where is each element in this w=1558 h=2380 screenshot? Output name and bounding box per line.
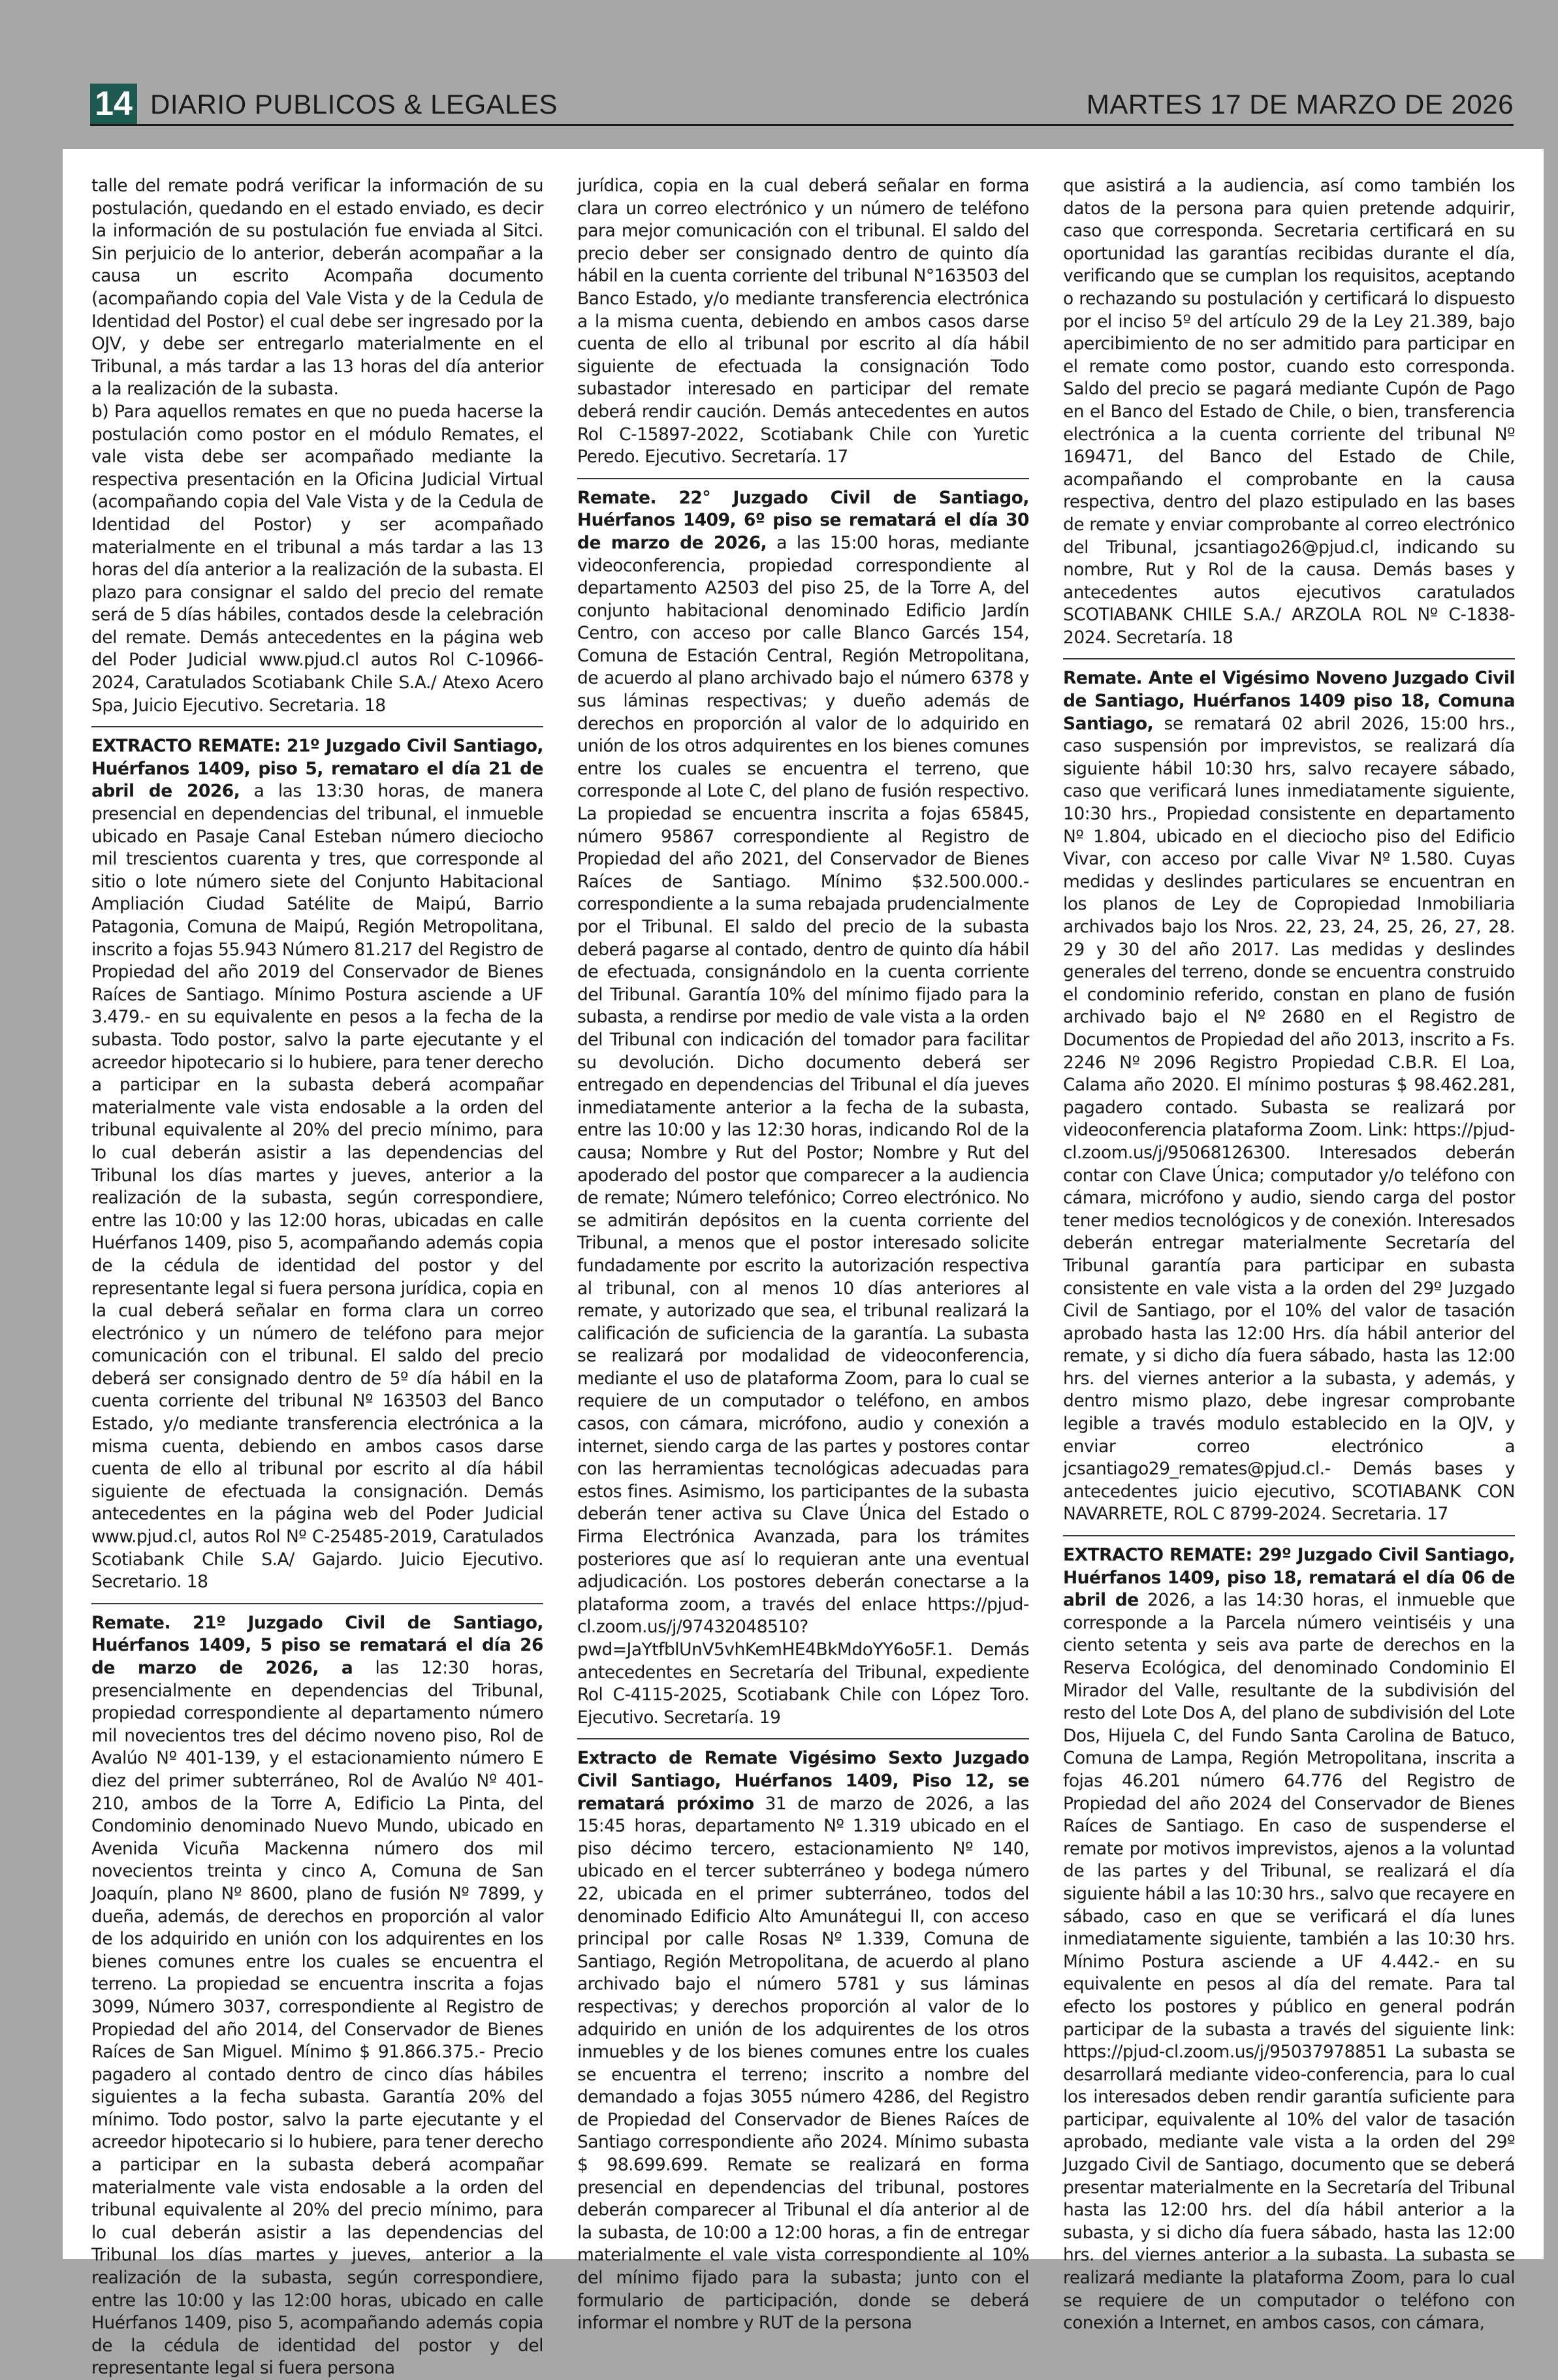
notice-divider xyxy=(1063,1535,1515,1536)
notice-divider xyxy=(91,726,543,727)
notice-heading: Extracto de Remate Vigésimo Sexto Juzgado Civil Santiago, Huérfanos 1409, Piso 12, se rematará próximo xyxy=(577,1748,1029,1814)
notice-divider xyxy=(577,1738,1029,1739)
notice-heading: EXTRACTO REMATE: 21º Juzgado Civil Santiago, Huérfanos 1409, piso 5, remataro el día 21 de abril de 2026, xyxy=(91,736,543,802)
notice-text: jurídica, copia en la cual deberá señalar en forma clara un correo electrónico y un número de teléfono para mejor comunicación con el tribunal. El saldo del precio deber ser consignado dentro de quinto día hábil en la cuenta corriente del tribunal N°163503 del Banco Estado, y/o mediante transferencia electrónica a la misma cuenta, debiendo en ambos casos darse cuenta de ello al tribunal por escrito al día hábil siguiente de efectuada la consignación Todo subastador interesado en participar del remate deberá rendir caución. Demás antecedentes en autos Rol C-15897-2022, Scotiabank Chile con Yuretic Peredo. Ejecutivo. Secretaría. 17 xyxy=(577,176,1029,468)
legal-notice xyxy=(91,175,543,717)
notice-heading: EXTRACTO REMATE: 29º Juzgado Civil Santiago, Huérfanos 1409, piso 18, rematará el día 06 de abril de xyxy=(1063,1545,1515,1611)
column-3 xyxy=(1063,175,1515,2335)
page-number: 14 xyxy=(90,84,137,124)
notice-heading: Remate. 21º Juzgado Civil de Santiago, Huérfanos 1409, 5 piso se rematará el día 26 de marzo de 2026, a xyxy=(91,1612,543,1678)
legal-notice xyxy=(91,1612,543,2380)
publication-name: DIARIO PUBLICOS & LEGALES xyxy=(150,89,558,119)
notice-divider xyxy=(1063,658,1515,659)
notice-text: las 12:30 horas, presencialmente en dependencias del Tribunal, propiedad correspondiente al departamento número mil novecientos tres del décimo noveno piso, Rol de Avalúo Nº 401-139, y el estacionamiento número E diez del primer subterráneo, Rol de Avalúo Nº 401-210, ambos de la Torre A, Edificio La Pinta, del Condominio denominado Nuevo Mundo, ubicado en Avenida Vicuña Mackenna número dos mil novecientos treinta y cinco A, Comuna de San Joaquín, plano Nº 8600, plano de fusión Nº 7899, y dueña, además, de derechos en proporción al valor de los adquirido en unión con los adquirentes en los bienes comunes entre los cuales se encuentra el terreno. La propiedad se encuentra inscrita a fojas 3099, Número 3037, correspondiente al Registro de Propiedad del año 2014, del Conservador de Bienes Raíces de San Miguel. Mínimo $ 91.866.375.- Precio pagadero al contado dentro de cinco días hábiles siguientes a la fecha subasta. Garantía 20% del mínimo. Todo postor, salvo la parte ejecutante y el acreedor hipotecario si lo hubiere, para tener derecho a participar en la subasta deberá acompañar materialmente vale vista endosable a la orden del tribunal equivalente al 20% del precio mínimo, para lo cual deberán asistir a las dependencias del Tribunal los días martes y jueves, anterior a la realización de la subasta, según correspondiere, entre las 10:00 y las 12:00 horas, ubicado en calle Huérfanos 1409, piso 5, acompañando además copia de la cédula de identidad del postor y del representante legal si fuera persona xyxy=(91,1658,544,2379)
publication-date: MARTES 17 DE MARZO DE 2026 xyxy=(1086,89,1514,119)
notice-text: se rematará 02 abril 2026, 15:00 hrs., caso suspensión por imprevistos, se realizará día siguiente hábil 10:30 hrs, salvo recayere sábado, caso que verificará lunes inmediatamente siguiente, 10:30 hrs., Propiedad consistente en departamento Nº 1.804, ubicado en el dieciocho piso del Edificio Vivar, con acceso por calle Vivar Nº 1.580. Cuyas medidas y deslindes particulares se encuentran en los planos de Ley de Copropiedad Inmobiliaria archivados bajo los Nros. 22, 23, 24, 25, 26, 27, 28. 29 y 30 del año 2017. Las medidas y deslindes generales del terreno, donde se encuentra construido el condominio referido, constan en plano de fusión archivado bajo el Nº 2680 en el Registro de Documentos de Propiedad del año 2013, inscrito a Fs. 2246 Nº 2096 Registro Propiedad C.B.R. El Loa, Calama año 2020. El mínimo posturas $ 98.462.281, pagadero contado. Subasta se realizará por videoconferencia plataforma Zoom. Link: https://pjud-cl.zoom.us/j/95068126300. Interesados deberán contar con Clave Única; computador y/o teléfono con cámara, micrófono y audio, siendo carga del postor tener medios tecnológicos y de conexión. Interesados deberán entregar materialmente Secretaría del Tribunal garantía para participar en subasta consistente en vale vista a la orden del 29º Juzgado Civil de Santiago, por el 10% del valor de tasación aprobado hasta las 12:00 Hrs. día hábil anterior del remate, y si dicho día fuera sábado, hasta las 12:00 hrs. del viernes anterior a la subasta, y además, y dentro mismo plazo, debe ingresar comprobante legible a través modulo establecido en la OJV, y enviar correo electrónico a jcsantiago29_remates@pjud.cl.- Demás bases y antecedentes juicio ejecutivo, SCOTIABANK CON NAVARRETE, ROL C 8799-2024. Secretaria. 17 xyxy=(1063,713,1515,1525)
column-2 xyxy=(577,175,1029,2335)
legal-notice xyxy=(1063,667,1515,1526)
notice-heading: Remate. 22° Juzgado Civil de Santiago, Huérfanos 1409, 6º piso se rematará el día 30 de marzo de 2026, xyxy=(577,487,1029,553)
notice-text: 31 de marzo de 2026, a las 15:45 horas, departamento Nº 1.319 ubicado en el piso décimo tercero, estacionamiento Nº 140, ubicado en el tercer subterráneo y bodega número 22, ubicada en el primer subterráneo, todos del denominado Edificio Alto Amunátegui II, con acceso principal por calle Rosas Nº 1.339, Comuna de Santiago, Región Metropolitana, de acuerdo al plano archivado bajo el número 5781 y sus láminas respectivas; y derechos proporción al valor de lo adquirido en unión de los adquirentes de los otros inmuebles y de los bienes comunes entre los cuales se encuentra el terreno; inscrito a nombre del demandado a fojas 3055 número 4286, del Registro de Propiedad del Conservador de Bienes Raíces de Santiago correspondiente año 2024. Mínimo subasta $ 98.699.699. Remate se realizará en forma presencial en dependencias del tribunal, postores deberán comparecer al Tribunal el día anterior al de la subasta, de 10:00 a 12:00 horas, a fin de entregar materialmente el vale vista correspondiente al 10% del mínimo fijado para la subasta; junto con el formulario de participación, donde se deberá informar el nombre y RUT de la persona xyxy=(577,1793,1029,2334)
notice-text: que asistirá a la audiencia, así como también los datos de la persona para quien pretende adquirir, caso que corresponda. Secretaria certificará en su oportunidad las garantías recibidas durante el día, verificando que se cumplan los requisitos, aceptando o rechazando su postulación y certificará lo dispuesto por el inciso 5º del artículo 29 de la Ley 21.389, bajo apercibimiento de no ser admitido para participar en el remate como postor, cuando esto corresponda. Saldo del precio se pagará mediante Cupón de Pago en el Banco del Estado de Chile, o bien, transferencia electrónica a la cuenta corriente del tribunal Nº 169471, del Banco del Estado de Chile, acompañando el comprobante en la causa respectiva, dentro del plazo estipulado en las bases de remate y enviar comprobante al correo electrónico del Tribunal, jcsantiago26@pjud.cl, indicando su nombre, Rut y Rol de la causa. Demás bases y antecedentes autos ejecutivos caratulados SCOTIABANK CHILE S.A./ ARZOLA ROL Nº C-1838-2024. Secretaría. 18 xyxy=(1063,176,1515,648)
legal-notice xyxy=(577,175,1029,469)
legal-notice xyxy=(577,1747,1029,2334)
notice-text: a las 15:00 horas, mediante videoconferencia, propiedad correspondiente al departamento A2503 del piso 25, de la Torre A, del conjunto habitacional denominado Edificio Jardín Centro, con acceso por calle Blanco Garcés 154, Comuna de Estación Central, Región Metropolitana, de acuerdo al plano archivado bajo el número 6378 y sus láminas respectivas; y dueño además de derechos en proporción al valor de lo adquirido en unión de los otros adquirentes en los bienes comunes entre los cuales se encuentra el terreno, que corresponde al Lote C, del plano de fusión respectivo. La propiedad se encuentra inscrita a fojas 65845, número 95867 correspondiente al Registro de Propiedad del año 2021, del Conservador de Bienes Raíces de Santiago. Mínimo $32.500.000.- correspondiente a la suma rebajada prudencialmente por el Tribunal. El saldo del precio de la subasta deberá pagarse al contado, dentro de quinto día hábil de efectuada, consignándolo en la cuenta corriente del Tribunal. Garantía 10% del mínimo fijado para la subasta, a rendirse por medio de vale vista a la orden del Tribunal con indicación del tomador para facilitar su devolución. Dicho documento deberá ser entregado en dependencias del Tribunal el día jueves inmediatamente anterior a la fecha de la subasta, entre las 10:00 y las 12:30 horas, indicando Rol de la causa; Nombre y Rut del Postor; Nombre y Rut del apoderado del postor que comparecer a la audiencia de remate; Número telefónico; Correo electrónico. No se admitirán depósitos en la cuenta corriente del Tribunal, a menos que el postor interesado solicite fundadamente por escrito la autorización respectiva al tribunal, con al menos 10 días anteriores al remate, y autorizado que sea, el tribunal realizará la calificación de suficiencia de la garantía. La subasta se realizará por modalidad de videoconferencia, mediante el uso de plataforma Zoom, para lo cual se requiere de un computador o teléfono, en ambos casos, con cámara, micrófono, audio y conexión a internet, siendo carga de las partes y postores contar con las herramientas tecnológicas adecuadas para estos fines. Asimismo, los participantes de la subasta deberán tener activa su Clave Única del Estado o Firma Electrónica Avanzada, para los trámites posteriores que así lo requieran ante una eventual adjudicación. Los postores deberán conectarse a la plataforma zoom, a través del enlace https://pjud-cl.zoom.us/j/97432048510?pwd=JaYtfblUnV5vhKemHE4BkMdoYY6o5F.1. Demás antecedentes en Secretaría del Tribunal, expediente Rol C-4115-2025, Scotiabank Chile con López Toro. Ejecutivo. Secretaría. 19 xyxy=(577,532,1029,1728)
notice-text: 2026, a las 14:30 horas, el inmueble que corresponde a la Parcela número veintiséis y una ciento setenta y seis ava parte de derechos en la Reserva Ecológica, del denominado Condominio El Mirador del Valle, resultante de la subdivisión del resto del Lote Dos A, del plano de subdivisión del Lote Dos, Hijuela C, del Fundo Santa Carolina de Batuco, Comuna de Lampa, Región Metropolitana, inscrita a fojas 46.201 número 64.776 del Registro de Propiedad del año 2024 del Conservador de Bienes Raíces de Santiago. En caso de suspenderse el remate por motivos imprevistos, ajenos a la voluntad de las partes y del Tribunal, se realizará el día siguiente hábil a las 10:30 hrs., salvo que recayere en sábado, caso en que se verificará el día lunes inmediatamente siguiente, también a las 10:30 hrs. Mínimo Postura asciende a UF 4.442.- en su equivalente en pesos al día del remate. Para tal efecto los postores y público en general podrán participar de la subasta a través del siguiente link: https://pjud-cl.zoom.us/j/95037978851 La subasta se desarrollará mediante video-conferencia, para lo cual los interesados deben rendir garantía suficiente para participar, equivalente al 10% del valor de tasación aprobado, mediante vale vista a la orden del 29º Juzgado Civil de Santiago, documento que se deberá presentar materialmente en la Secretaría del Tribunal hasta las 12:00 hrs. del día hábil anterior a la subasta, y si dicho día fuera sábado, hasta las 12:00 hrs. del viernes anterior a la subasta. La subasta se realizará mediante la plataforma Zoom, para lo cual se requiere de un computador o teléfono con conexión a Internet, en ambos casos, con cámara, xyxy=(1063,1590,1515,2334)
notice-divider xyxy=(577,478,1029,479)
legal-notice xyxy=(577,487,1029,1730)
notice-text: a las 13:30 horas, de manera presencial en dependencias del tribunal, el inmueble ubicado en Pasaje Canal Esteban número dieciocho mil trescientos cuarenta y tres, que corresponde al sitio o lote número siete del Conjunto Habitacional Ampliación Ciudad Satélite de Maipú, Barrio Patagonia, Comuna de Maipú, Región Metropolitana, inscrito a fojas 55.943 Número 81.217 del Registro de Propiedad del año 2019 del Conservador de Bienes Raíces de Santiago. Mínimo Postura asciende a UF 3.479.- en su equivalente en pesos a la fecha de la subasta. Todo postor, salvo la parte ejecutante y el acreedor hipotecario si lo hubiere, para tener derecho a participar en la subasta deberá acompañar materialmente vale vista endosable a la orden del tribunal equivalente al 20% del precio mínimo, para lo cual deberán asistir a las dependencias del Tribunal los días martes y jueves, anterior a la realización de la subasta, según correspondiere, entre las 10:00 y las 12:00 horas, ubicadas en calle Huérfanos 1409, piso 5, acompañando además copia de la cédula de identidad del postor y del representante legal si fuera persona jurídica, copia en la cual deberá señalar en forma clara un correo electrónico y un número de teléfono para mejor comunicación con el tribunal. El saldo del precio deberá ser consignado dentro de 5º día hábil en la cuenta corriente del tribunal Nº 163503 del Banco Estado, y/o mediante transferencia electrónica a la misma cuenta, debiendo en ambos casos darse cuenta de ello al tribunal por escrito al día hábil siguiente de efectuada la consignación. Demás antecedentes en la página web del Poder Judicial www.pjud.cl, autos Rol Nº C-25485-2019, Caratulados Scotiabank Chile S.A/ Gajardo. Juicio Ejecutivo. Secretario. 18 xyxy=(91,781,543,1593)
notice-text: talle del remate podrá verificar la información de su postulación, quedando en el estado enviado, es decir la información de su postulación fue enviada al Sitci. Sin perjuicio de lo anterior, deberán acompañar a la causa un escrito Acompaña documento (acompañando copia del Vale Vista y de la Cedula de Identidad del Postor) el cual debe ser ingresado por la OJV, y debe ser entregarlo materialmente en el Tribunal, a más tardar a las 13 horas del día anterior a la realización de la subasta. xyxy=(91,176,543,400)
page-header xyxy=(90,84,1514,126)
notice-text-continued: b) Para aquellos remates en que no pueda hacerse la postulación como postor en el módulo Remates, el vale vista debe ser acompañado mediante la respectiva presentación en la Oficina Judicial Virtual (acompañando copia del Vale Vista y de la Cedula de Identidad del Postor) y ser acompañado materialmente en el tribunal a más tardar a las 13 horas del día anterior a la realización de la subasta. El plazo para consignar el saldo del precio del remate será de 5 días hábiles, contados desde la celebración del remate. Demás antecedentes en la página web del Poder Judicial www.pjud.cl autos Rol C-10966-2024, Caratulados Scotiabank Chile S.A./ Atexo Acero Spa, Juicio Ejecutivo. Secretaria. 18 xyxy=(91,401,543,716)
notice-heading: Remate. Ante el Vigésimo Noveno Juzgado Civil de Santiago, Huérfanos 1409 piso 18, Comuna Santiago, xyxy=(1063,668,1515,734)
legal-notice xyxy=(91,735,543,1594)
column-1 xyxy=(91,175,543,2380)
notice-divider xyxy=(91,1603,543,1604)
legal-notice xyxy=(1063,175,1515,649)
page-sheet xyxy=(63,149,1544,2379)
legal-notice xyxy=(1063,1544,1515,2335)
